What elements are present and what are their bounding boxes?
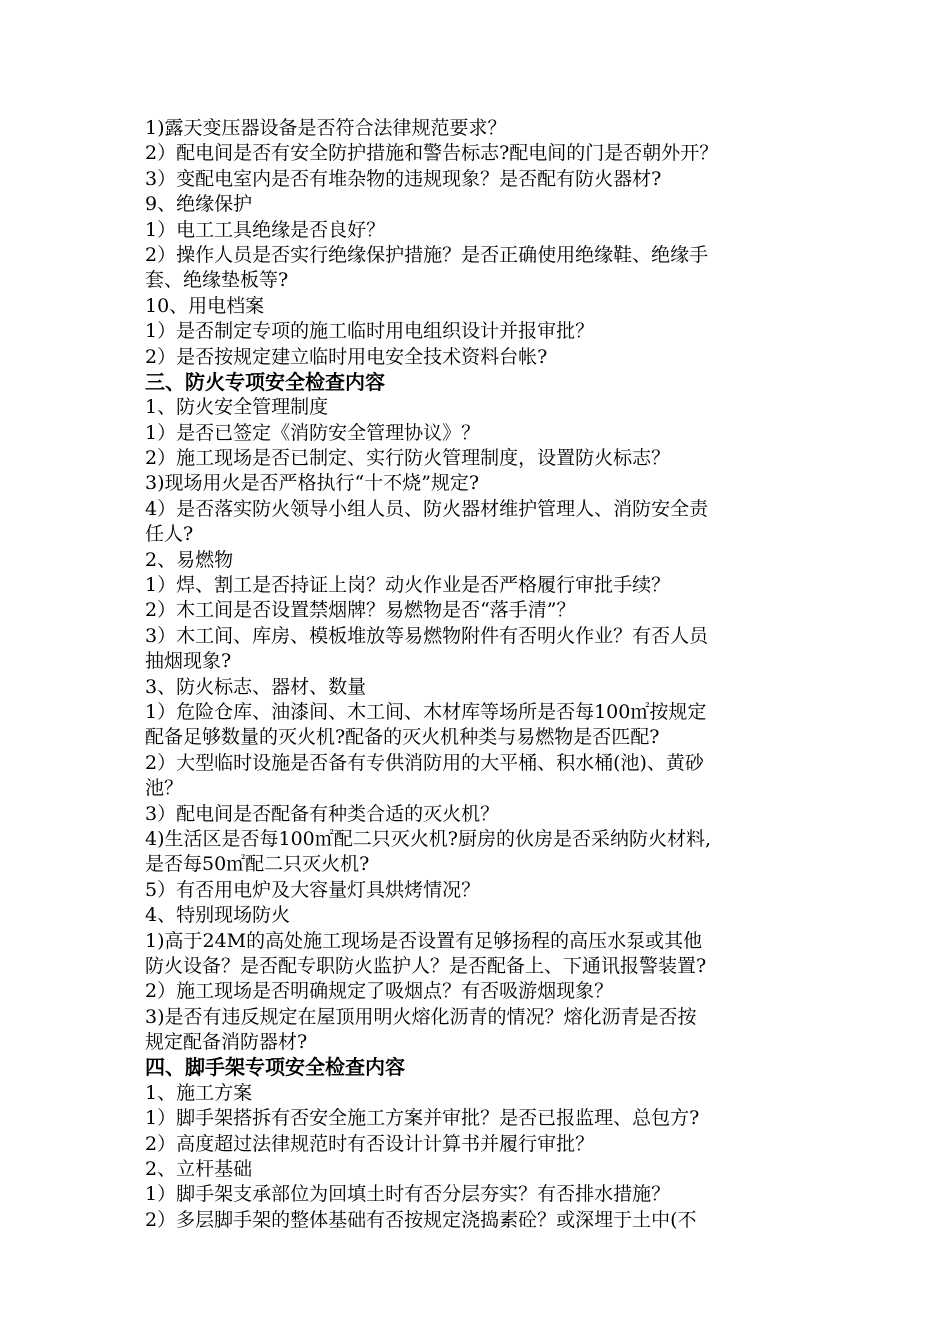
subsection-heading: 1、防火安全管理制度 [145,396,329,419]
checklist-line: 2）施工现场是否已制定、实行防火管理制度，设置防火标志？ [145,447,671,470]
checklist-line: 2）多层脚手架的整体基础有否按规定浇捣素砼？或深埋于土中(不 [145,1208,697,1231]
subsection-heading: 2、易燃物 [145,548,234,571]
checklist-line: 2）大型临时设施是否备有专供消防用的大平桶、积水桶(池)、黄砂 [145,751,704,774]
checklist-line: 2）操作人员是否实行绝缘保护措施？是否正确使用绝缘鞋、绝缘手 [145,243,709,266]
section-heading: 四、脚手架专项安全检查内容 [145,1055,405,1080]
checklist-line: 2）木工间是否设置禁烟牌？易燃物是否“落手清”？ [145,599,576,622]
checklist-line: 2）配电间是否有安全防护措施和警告标志?配电间的门是否朝外开？ [145,142,719,165]
checklist-line: 规定配备消防器材? [145,1031,308,1054]
checklist-line: 2）是否按规定建立临时用电安全技术资料台帐? [145,345,548,368]
section-heading: 三、防火专项安全检查内容 [145,369,385,394]
checklist-line: 3）变配电室内是否有堆杂物的违规现象？是否配有防火器材? [145,167,662,190]
checklist-line: 1）焊、割工是否持证上岗？动火作业是否严格履行审批手续？ [145,574,671,597]
checklist-line: 池？ [145,777,184,800]
checklist-line: 3)是否有违反规定在屋顶用明火熔化沥青的情况？熔化沥青是否按 [145,1005,697,1028]
checklist-line: 1）电工工具绝缘是否良好？ [145,218,386,241]
checklist-line: 1）是否制定专项的施工临时用电组织设计并报审批？ [145,320,595,343]
checklist-line: 3）木工间、库房、模板堆放等易燃物附件有否明火作业？有否人员 [145,624,709,647]
checklist-line: 配备足够数量的灭火机?配备的灭火机种类与易燃物是否匹配? [145,726,660,749]
checklist-line: 3)现场用火是否严格执行“十不烧”规定? [145,472,480,495]
checklist-line: 4）是否落实防火领导小组人员、防火器材维护管理人、消防安全责 [145,497,709,520]
subsection-heading: 2、立杆基础 [145,1158,253,1181]
checklist-line: 5）有否用电炉及大容量灯具烘烤情况？ [145,878,481,901]
checklist-line: 1）是否已签定《消防安全管理协议》？ [145,421,481,444]
checklist-line: 防火设备？是否配专职防火监护人？是否配备上、下通讯报警装置? [145,954,707,977]
checklist-line: 1)高于24M的高处施工现场是否设置有足够扬程的高压水泵或其他 [145,929,703,952]
checklist-line: 4)生活区是否每100㎡配二只灭火机?厨房的伙房是否采纳防火材料, [145,827,711,850]
subsection-heading: 3、防火标志、器材、数量 [145,675,367,698]
checklist-line: 2）高度超过法律规范时有否设计计算书并履行审批？ [145,1132,595,1155]
checklist-line: 套、绝缘垫板等? [145,269,289,292]
checklist-line: 1）脚手架支承部位为回填土时有否分层夯实？有否排水措施？ [145,1183,671,1206]
checklist-line: 1）危险仓库、油漆间、木工间、木材库等场所是否每100㎡按规定 [145,700,707,723]
subsection-heading: 1、施工方案 [145,1081,253,1104]
subsection-heading: 4、特别现场防火 [145,904,291,927]
checklist-line: 1）脚手架搭拆有否安全施工方案并审批？是否已报监理、总包方? [145,1107,700,1130]
document-page [145,116,815,1233]
subsection-heading: 10、用电档案 [145,294,265,317]
checklist-line: 任人? [145,523,194,546]
checklist-line: 抽烟现象? [145,650,232,673]
checklist-line: 1)露天变压器设备是否符合法律规范要求？ [145,117,507,139]
checklist-line: 是否每50㎡配二只灭火机? [145,853,370,876]
checklist-line: 2）施工现场是否明确规定了吸烟点？有否吸游烟现象？ [145,980,614,1003]
subsection-heading: 9、绝缘保护 [145,193,253,216]
checklist-line: 3）配电间是否配备有种类合适的灭火机？ [145,802,500,825]
